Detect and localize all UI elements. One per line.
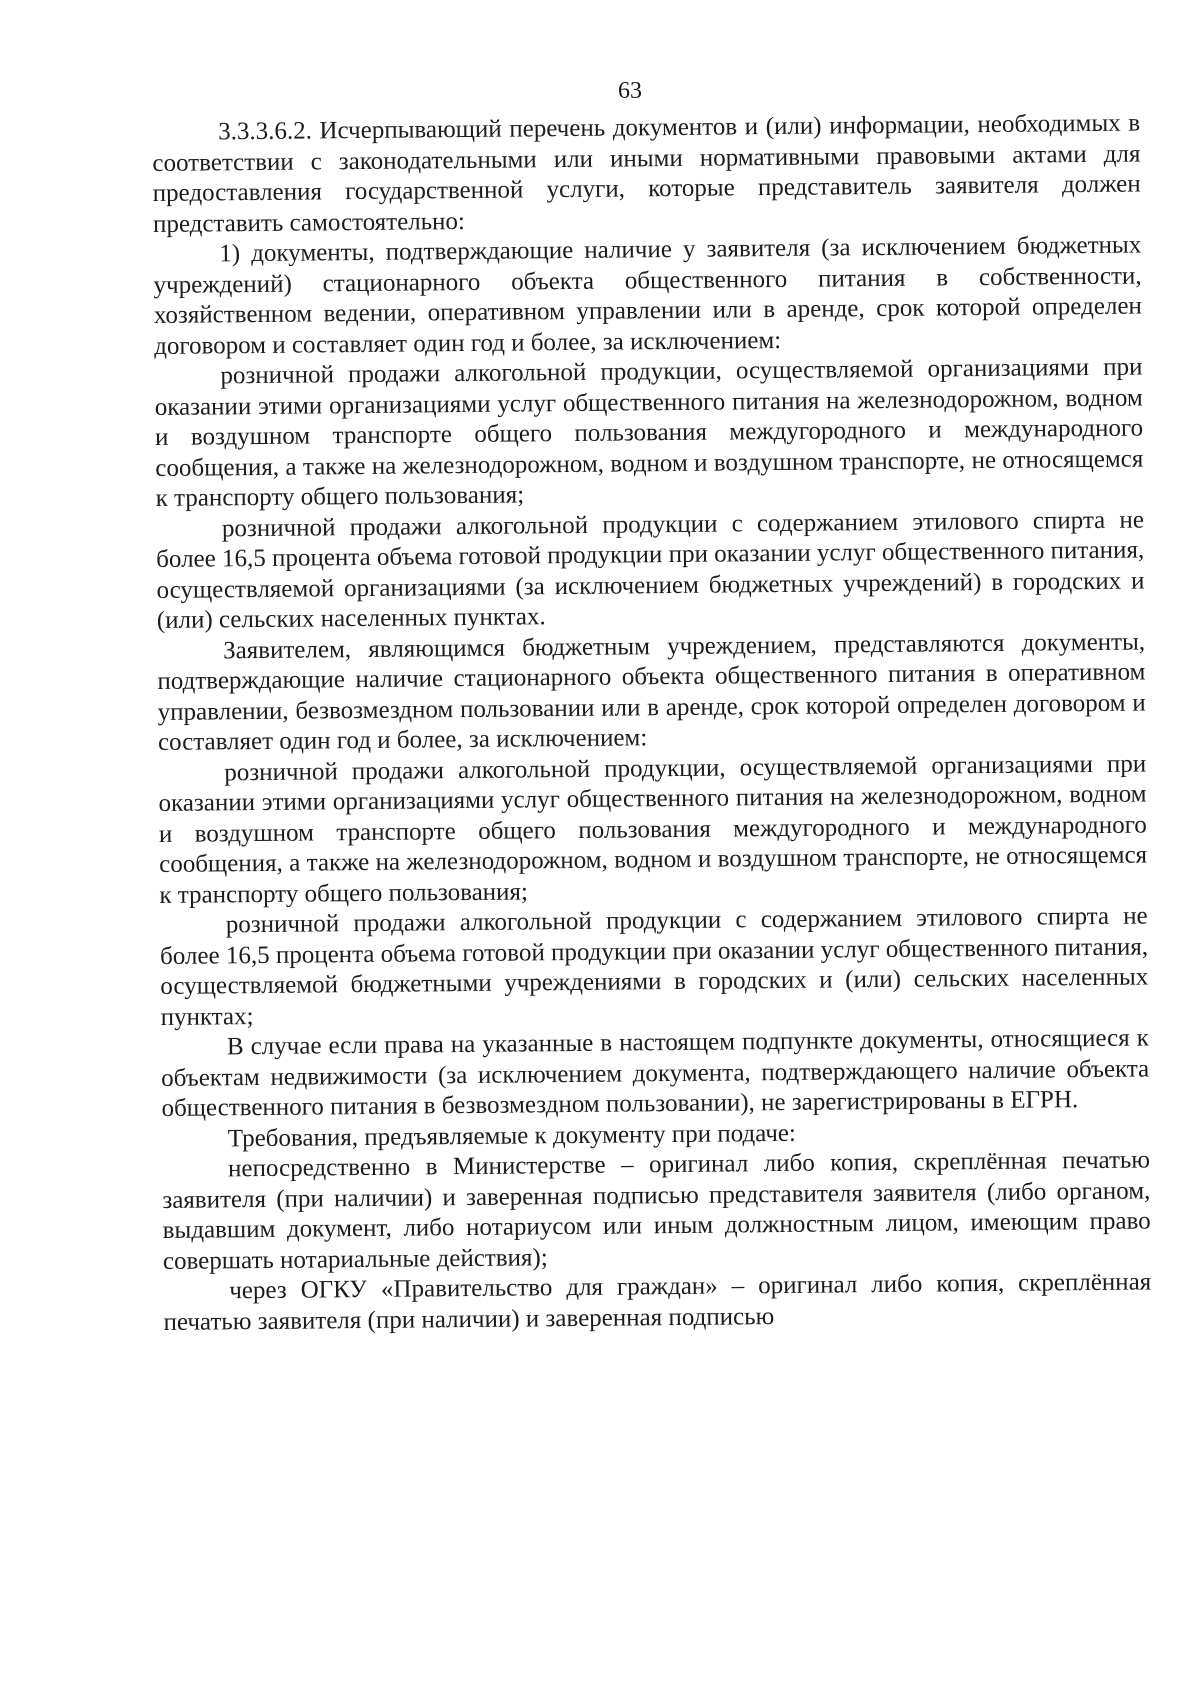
paragraph-egrn-condition: В случае если права на указанные в настоящем подпункте документы, относящиеся к объектам недвижимости (за исключением документа, подтверждающего наличие объекта общественного питания в безвозмездном пользовании), не зарегистрированы в ЕГРН. [161,1024,1150,1122]
paragraph-exception-transport: розничной продажи алкогольной продукции, осуществляемой организациями при оказании этими организациями услуг общественного питания на железнодорожном, водном и воздушном транспорте общего пользования междугородного и международного сообщения, а также на железнодорожном, водном и воздушном транспорте, не относящемся к транспорту общего пользования; [154,353,1144,512]
paragraph-budget-exception-low-alcohol: розничной продажи алкогольной продукции с содержанием этилового спирта не более 16,5 процента объема готовой продукции при оказании услуг общественного питания, осуществляемой бюджетными учреждениями в городских и (или) сельских населенных пунктах; [159,902,1149,1031]
paragraph-exception-low-alcohol: розничной продажи алкогольной продукции с содержанием этилового спирта не более 16,5 процента объема готовой продукции при оказании услуг общественного питания, осуществляемой организациями (за исключением бюджетных учреждений) в городских и (или) сельских населенных пунктах. [156,505,1145,634]
paragraph-ogku-submission: через ОГКУ «Правительство для граждан» – оригинал либо копия, скреплённая печатью заявителя (при наличии) и заверенная подписью [163,1268,1152,1336]
paragraph-section-heading: 3.3.3.6.2. Исчерпывающий перечень документов и (или) информации, необходимых в соответствии с законодательными или иными нормативными правовыми актами для предоставления государственной услуги, которые представитель заявителя должен представить самостоятельно: [152,109,1141,238]
paragraph-item-1: 1) документы, подтверждающие наличие у заявителя (за исключением бюджетных учреждений) стационарного объекта общественного питания в собственности, хозяйственном ведении, оперативном управлении или в аренде, срок которой определен договором и составляет один год и более, за исключением: [153,231,1142,360]
paragraph-budget-exception-transport: розничной продажи алкогольной продукции, осуществляемой организациями при оказании этими организациями услуг общественного питания на железнодорожном, водном и воздушном транспорте общего пользования междугородного и международного сообщения, а также на железнодорожном, водном и воздушном транспорте, не относящемся к транспорту общего пользования; [158,749,1148,909]
paragraph-ministry-submission: непосредственно в Министерстве – оригинал либо копия, скреплённая печатью заявителя (при наличии) и заверенная подписью представителя заявителя (либо органом, выдавшим документ, либо нотариусом или иным должностным лицом, имеющим право совершать нотариальные действия); [162,1146,1151,1275]
page-number: 63 [618,78,642,104]
paragraph-budget-institution: Заявителем, являющимся бюджетным учреждением, представляются документы, подтверждающие наличие стационарного объекта общественного питания в оперативном управлении, безвозмездном пользовании или в аренде, срок которой определен договором и составляет один год и более, за исключением: [157,627,1146,756]
document-body [152,109,1152,1338]
paragraph-requirements-heading: Требования, предъявляемые к документу при подаче: [227,1119,796,1152]
